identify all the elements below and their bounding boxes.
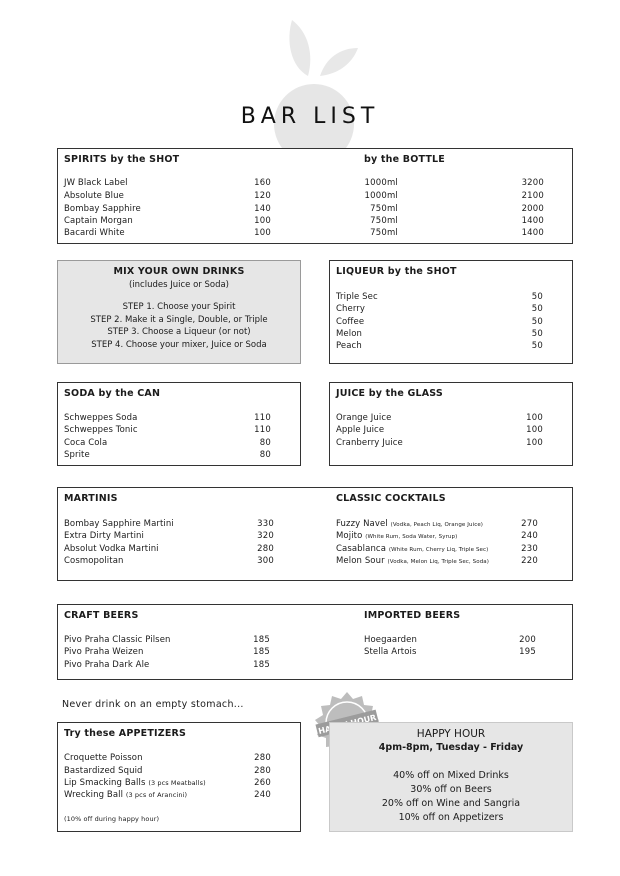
cocktail-name: Melon Sour <box>336 556 385 566</box>
list-item: Apple Juice <box>336 425 385 435</box>
list-item: Bacardi White <box>64 228 125 238</box>
price: 110 <box>254 425 271 435</box>
list-item <box>336 544 488 554</box>
happy-hour-times: 4pm-8pm, Tuesday - Friday <box>378 742 524 753</box>
list-item: Orange Juice <box>336 413 392 423</box>
cocktail-detail: (White Rum, Soda Water, Syrup) <box>365 534 458 540</box>
bottle-price: 1400 <box>521 216 544 226</box>
mix-heading: MIX YOUR OWN DRINKS <box>113 266 245 277</box>
liqueur-section <box>329 260 573 364</box>
martinis-cocktails-section <box>57 487 573 581</box>
list-item: Melon <box>336 329 363 339</box>
list-item <box>64 778 206 788</box>
appetizers-note: (10% off during happy hour) <box>64 815 160 823</box>
cocktails-heading: CLASSIC COCKTAILS <box>336 493 446 504</box>
bottle-size: 750ml <box>370 216 398 226</box>
price: 195 <box>519 647 536 657</box>
appetizer-detail: (3 pcs of Arancini) <box>125 791 188 799</box>
price: 50 <box>531 341 543 351</box>
list-item <box>336 519 483 529</box>
shot-price: 160 <box>254 178 271 188</box>
price: 185 <box>253 660 270 670</box>
list-item: Absolute Blue <box>64 191 124 201</box>
price: 100 <box>526 425 543 435</box>
list-item: Extra Dirty Martini <box>64 531 144 541</box>
shot-price: 100 <box>254 216 271 226</box>
happy-hour-deal: 30% off on Beers <box>410 784 492 795</box>
price: 230 <box>521 544 538 554</box>
liqueur-heading: LIQUEUR by the SHOT <box>336 266 457 277</box>
price: 50 <box>531 304 543 314</box>
mix-step: STEP 3. Choose a Liqueur (or not) <box>107 327 251 337</box>
list-item: Cranberry Juice <box>336 438 403 448</box>
price: 100 <box>526 438 543 448</box>
price: 200 <box>519 635 536 645</box>
spirits-bottle-heading: by the BOTTLE <box>364 154 445 165</box>
mix-subheading: (includes Juice or Soda) <box>128 280 230 290</box>
list-item: JW Black Label <box>64 178 128 188</box>
price: 185 <box>253 647 270 657</box>
list-item: Pivo Praha Weizen <box>64 647 144 657</box>
happy-hour-deal: 10% off on Appetizers <box>398 812 504 823</box>
appetizers-heading: Try these APPETIZERS <box>64 728 187 739</box>
list-item: Croquette Poisson <box>64 753 143 763</box>
happy-hour-deal: 20% off on Wine and Sangria <box>381 798 521 809</box>
craft-beers-heading: CRAFT BEERS <box>64 610 139 621</box>
price: 300 <box>257 556 274 566</box>
price: 50 <box>531 317 543 327</box>
tagline: Never drink on an empty stomach... <box>62 699 244 710</box>
fruit-logo-icon <box>268 14 360 164</box>
list-item: Peach <box>336 341 362 351</box>
list-item: Schweppes Tonic <box>64 425 138 435</box>
list-item: Bastardized Squid <box>64 766 143 776</box>
list-item: Hoegaarden <box>364 635 417 645</box>
mix-step: STEP 4. Choose your mixer, Juice or Soda <box>91 340 267 350</box>
bottle-price: 3200 <box>521 178 544 188</box>
soda-section <box>57 382 301 466</box>
list-item: Coffee <box>336 317 365 327</box>
price: 280 <box>254 766 271 776</box>
appetizers-section <box>57 722 301 832</box>
price: 220 <box>521 556 538 566</box>
appetizer-name: Wrecking Ball <box>64 790 124 800</box>
cocktail-detail: (White Rum, Cherry Liq, Triple Sec) <box>388 547 489 553</box>
soda-heading: SODA by the CAN <box>64 388 161 399</box>
list-item: Coca Cola <box>64 438 108 448</box>
price: 280 <box>257 544 274 554</box>
bottle-size: 750ml <box>370 204 398 214</box>
bottle-size: 1000ml <box>364 191 398 201</box>
list-item <box>64 790 187 800</box>
shot-price: 120 <box>254 191 271 201</box>
juice-heading: JUICE by the GLASS <box>336 388 443 399</box>
happy-hour-deal: 40% off on Mixed Drinks <box>393 770 509 781</box>
list-item: Cherry <box>336 304 366 314</box>
bottle-price: 2000 <box>521 204 544 214</box>
beers-section <box>57 604 573 680</box>
price: 240 <box>254 790 271 800</box>
mix-step: STEP 2. Make it a Single, Double, or Triple <box>90 315 268 325</box>
price: 280 <box>254 753 271 763</box>
page-title: BAR LIST <box>240 104 380 129</box>
list-item <box>336 531 457 541</box>
price: 330 <box>257 519 274 529</box>
shot-price: 140 <box>254 204 271 214</box>
juice-section <box>329 382 573 466</box>
list-item: Stella Artois <box>364 647 417 657</box>
spirits-section <box>57 148 573 244</box>
list-item: Bombay Sapphire Martini <box>64 519 174 529</box>
mix-your-own-section <box>57 260 301 364</box>
appetizer-name: Lip Smacking Balls <box>64 778 146 788</box>
cocktail-name: Mojito <box>336 531 363 541</box>
cocktail-name: Casablanca <box>336 544 387 554</box>
cocktail-detail: (Vodka, Melon Liq, Triple Sec, Soda) <box>387 559 489 565</box>
list-item: Pivo Praha Dark Ale <box>64 660 150 670</box>
price: 110 <box>254 413 271 423</box>
bottle-size: 1000ml <box>364 178 398 188</box>
list-item: Cosmopolitan <box>64 556 124 566</box>
list-item <box>336 556 489 566</box>
cocktail-detail: (Vodka, Peach Liq, Orange Juice) <box>390 522 484 528</box>
list-item: Bombay Sapphire <box>64 204 141 214</box>
bottle-price: 2100 <box>521 191 544 201</box>
price: 50 <box>531 292 543 302</box>
list-item: Triple Sec <box>336 292 378 302</box>
list-item: Pivo Praha Classic Pilsen <box>64 635 171 645</box>
shot-price: 100 <box>254 228 271 238</box>
happy-hour-heading: HAPPY HOUR <box>416 728 486 740</box>
price: 80 <box>259 438 271 448</box>
bottle-price: 1400 <box>521 228 544 238</box>
price: 270 <box>521 519 538 529</box>
price: 185 <box>253 635 270 645</box>
list-item: Absolut Vodka Martini <box>64 544 159 554</box>
price: 320 <box>257 531 274 541</box>
list-item: Schweppes Soda <box>64 413 138 423</box>
price: 240 <box>521 531 538 541</box>
list-item: Captain Morgan <box>64 216 133 226</box>
appetizer-detail: (3 pcs Meatballs) <box>148 779 206 787</box>
price: 100 <box>526 413 543 423</box>
list-item: Sprite <box>64 450 90 460</box>
mix-step: STEP 1. Choose your Spirit <box>122 302 236 312</box>
imported-beers-heading: IMPORTED BEERS <box>364 610 461 621</box>
stamp-label: HOUR <box>349 712 378 728</box>
cocktail-name: Fuzzy Navel <box>336 519 388 529</box>
spirits-shot-heading: SPIRITS by the SHOT <box>64 154 180 165</box>
bottle-size: 750ml <box>370 228 398 238</box>
happy-hour-section <box>329 722 573 832</box>
price: 260 <box>254 778 271 788</box>
price: 50 <box>531 329 543 339</box>
price: 80 <box>259 450 271 460</box>
martinis-heading: MARTINIS <box>64 493 118 504</box>
